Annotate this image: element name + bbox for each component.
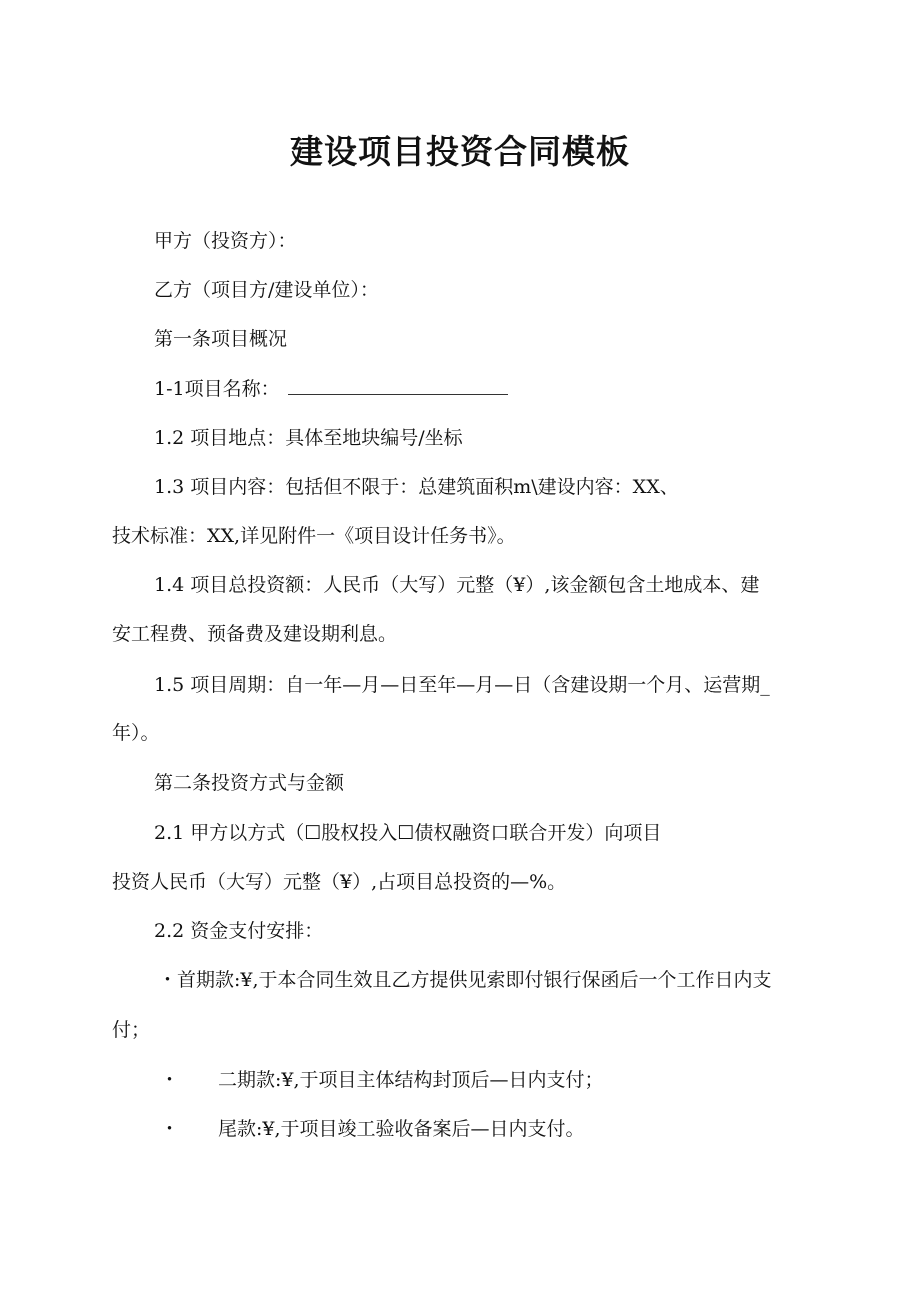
item-1-4-line-a: 1.4 项目总投资额：人民币（大写）元整（¥）,该金额包含土地成本、建 — [154, 574, 760, 596]
document-title: 建设项目投资合同模板 — [290, 132, 630, 171]
article-1-heading: 第一条项目概况 — [154, 328, 288, 350]
item-1-3-line-b: 技术标准：XX,详见附件一《项目设计任务书》。 — [112, 525, 516, 547]
project-name-blank — [288, 376, 508, 395]
party-b-line: 乙方（项目方/建设单位）： — [154, 279, 379, 301]
bullet-1-line-b: 付； — [112, 1019, 151, 1041]
bullet-2-dot: ・ — [160, 1069, 180, 1091]
item-1-4-line-b: 安工程费、预备费及建设期利息。 — [112, 623, 398, 645]
bullet-3-dot: ・ — [160, 1118, 180, 1140]
item-2-1-line-b: 投资人民币（大写）元整（¥）,占项目总投资的—%。 — [112, 871, 567, 893]
party-a-line: 甲方（投资方）： — [154, 230, 297, 252]
item-1-1-line — [154, 376, 508, 402]
item-2-2-line: 2.2 资金支付安排： — [154, 920, 324, 942]
article-2-heading: 第二条投资方式与金额 — [154, 772, 345, 794]
item-1-1-label: 1-1项目名称： — [154, 378, 280, 400]
item-1-5-line-b: 年）。 — [112, 722, 160, 744]
bullet-3-text: 尾款:¥,于项目竣工验收备案后—日内支付。 — [218, 1118, 585, 1140]
item-1-2-line: 1.2 项目地点：具体至地块编号/坐标 — [154, 427, 463, 449]
item-1-5-line-a: 1.5 项目周期：自一年—月—日至年—月—日（含建设期一个月、运营期_ — [154, 674, 770, 696]
bullet-1-line-a: ・首期款:¥,于本合同生效且乙方提供见索即付银行保函后一个工作日内支 — [158, 969, 772, 991]
item-2-1-line-a: 2.1 甲方以方式（☐股权投入☐债权融资口联合开发）向项目 — [154, 822, 662, 844]
bullet-2-text: 二期款:¥,于项目主体结构封顶后—日内支付； — [218, 1069, 604, 1091]
item-1-3-line-a: 1.3 项目内容：包括但不限于：总建筑面积m\建设内容：XX、 — [154, 476, 679, 498]
